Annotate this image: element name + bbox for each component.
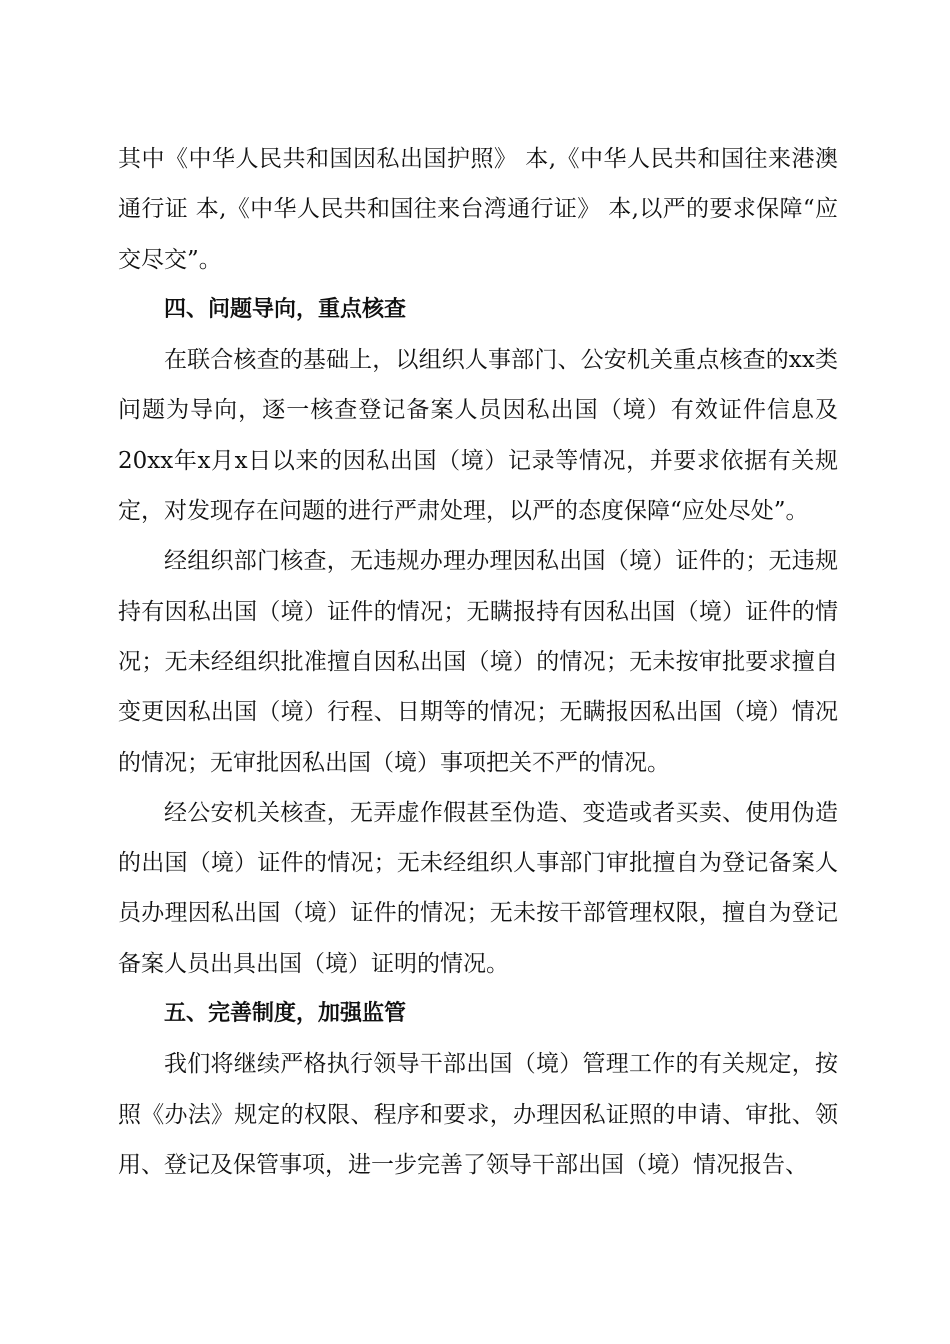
paragraph-police-check: 经公安机关核查，无弄虚作假甚至伪造、变造或者买卖、使用伪造的出国（境）证件的情况；无未经组织人事部门审批擅自为登记备案人员办理因私出国（境）证件的情况；无未按干部管理权限，擅自为登记备案人员出具出国（境）证明的情况。 [118,799,838,977]
section-heading-4: 四、问题导向，重点核查 [164,296,407,322]
document-body [118,134,838,1190]
paragraph-organization-check: 经组织部门核查，无违规办理办理因私出国（境）证件的；无违规持有因私出国（境）证件的情况；无瞒报持有因私出国（境）证件的情况；无未经组织批准擅自因私出国（境）的情况；无未按审批要求擅自变更因私出国（境）行程、日期等的情况；无瞒报因私出国（境）情况的情况；无审批因私出国（境）事项把关不严的情况。 [118,548,838,776]
section-heading-5: 五、完善制度，加强监管 [164,1001,407,1027]
paragraph-improve-system: 我们将继续严格执行领导干部出国（境）管理工作的有关规定，按照《办法》规定的权限、程序和要求，办理因私证照的申请、审批、领用、登记及保管事项，进一步完善了领导干部出国（境）情况报告、 [118,1051,838,1178]
paragraph-passport-count: 其中《中华人民共和国因私出国护照》 本,《中华人民共和国往来港澳通行证 本,《中华人民共和国往来台湾通行证》 本,以严的要求保障“应交尽交”。 [118,146,838,273]
paragraph-key-verification: 在联合核查的基础上，以组织人事部门、公安机关重点核查的xx类问题为导向，逐一核查登记备案人员因私出国（境）有效证件信息及20xx年x月x日以来的因私出国（境）记录等情况，并要求依据有关规定，对发现存在问题的进行严肃处理，以严的态度保障“应处尽处”。 [118,347,838,525]
